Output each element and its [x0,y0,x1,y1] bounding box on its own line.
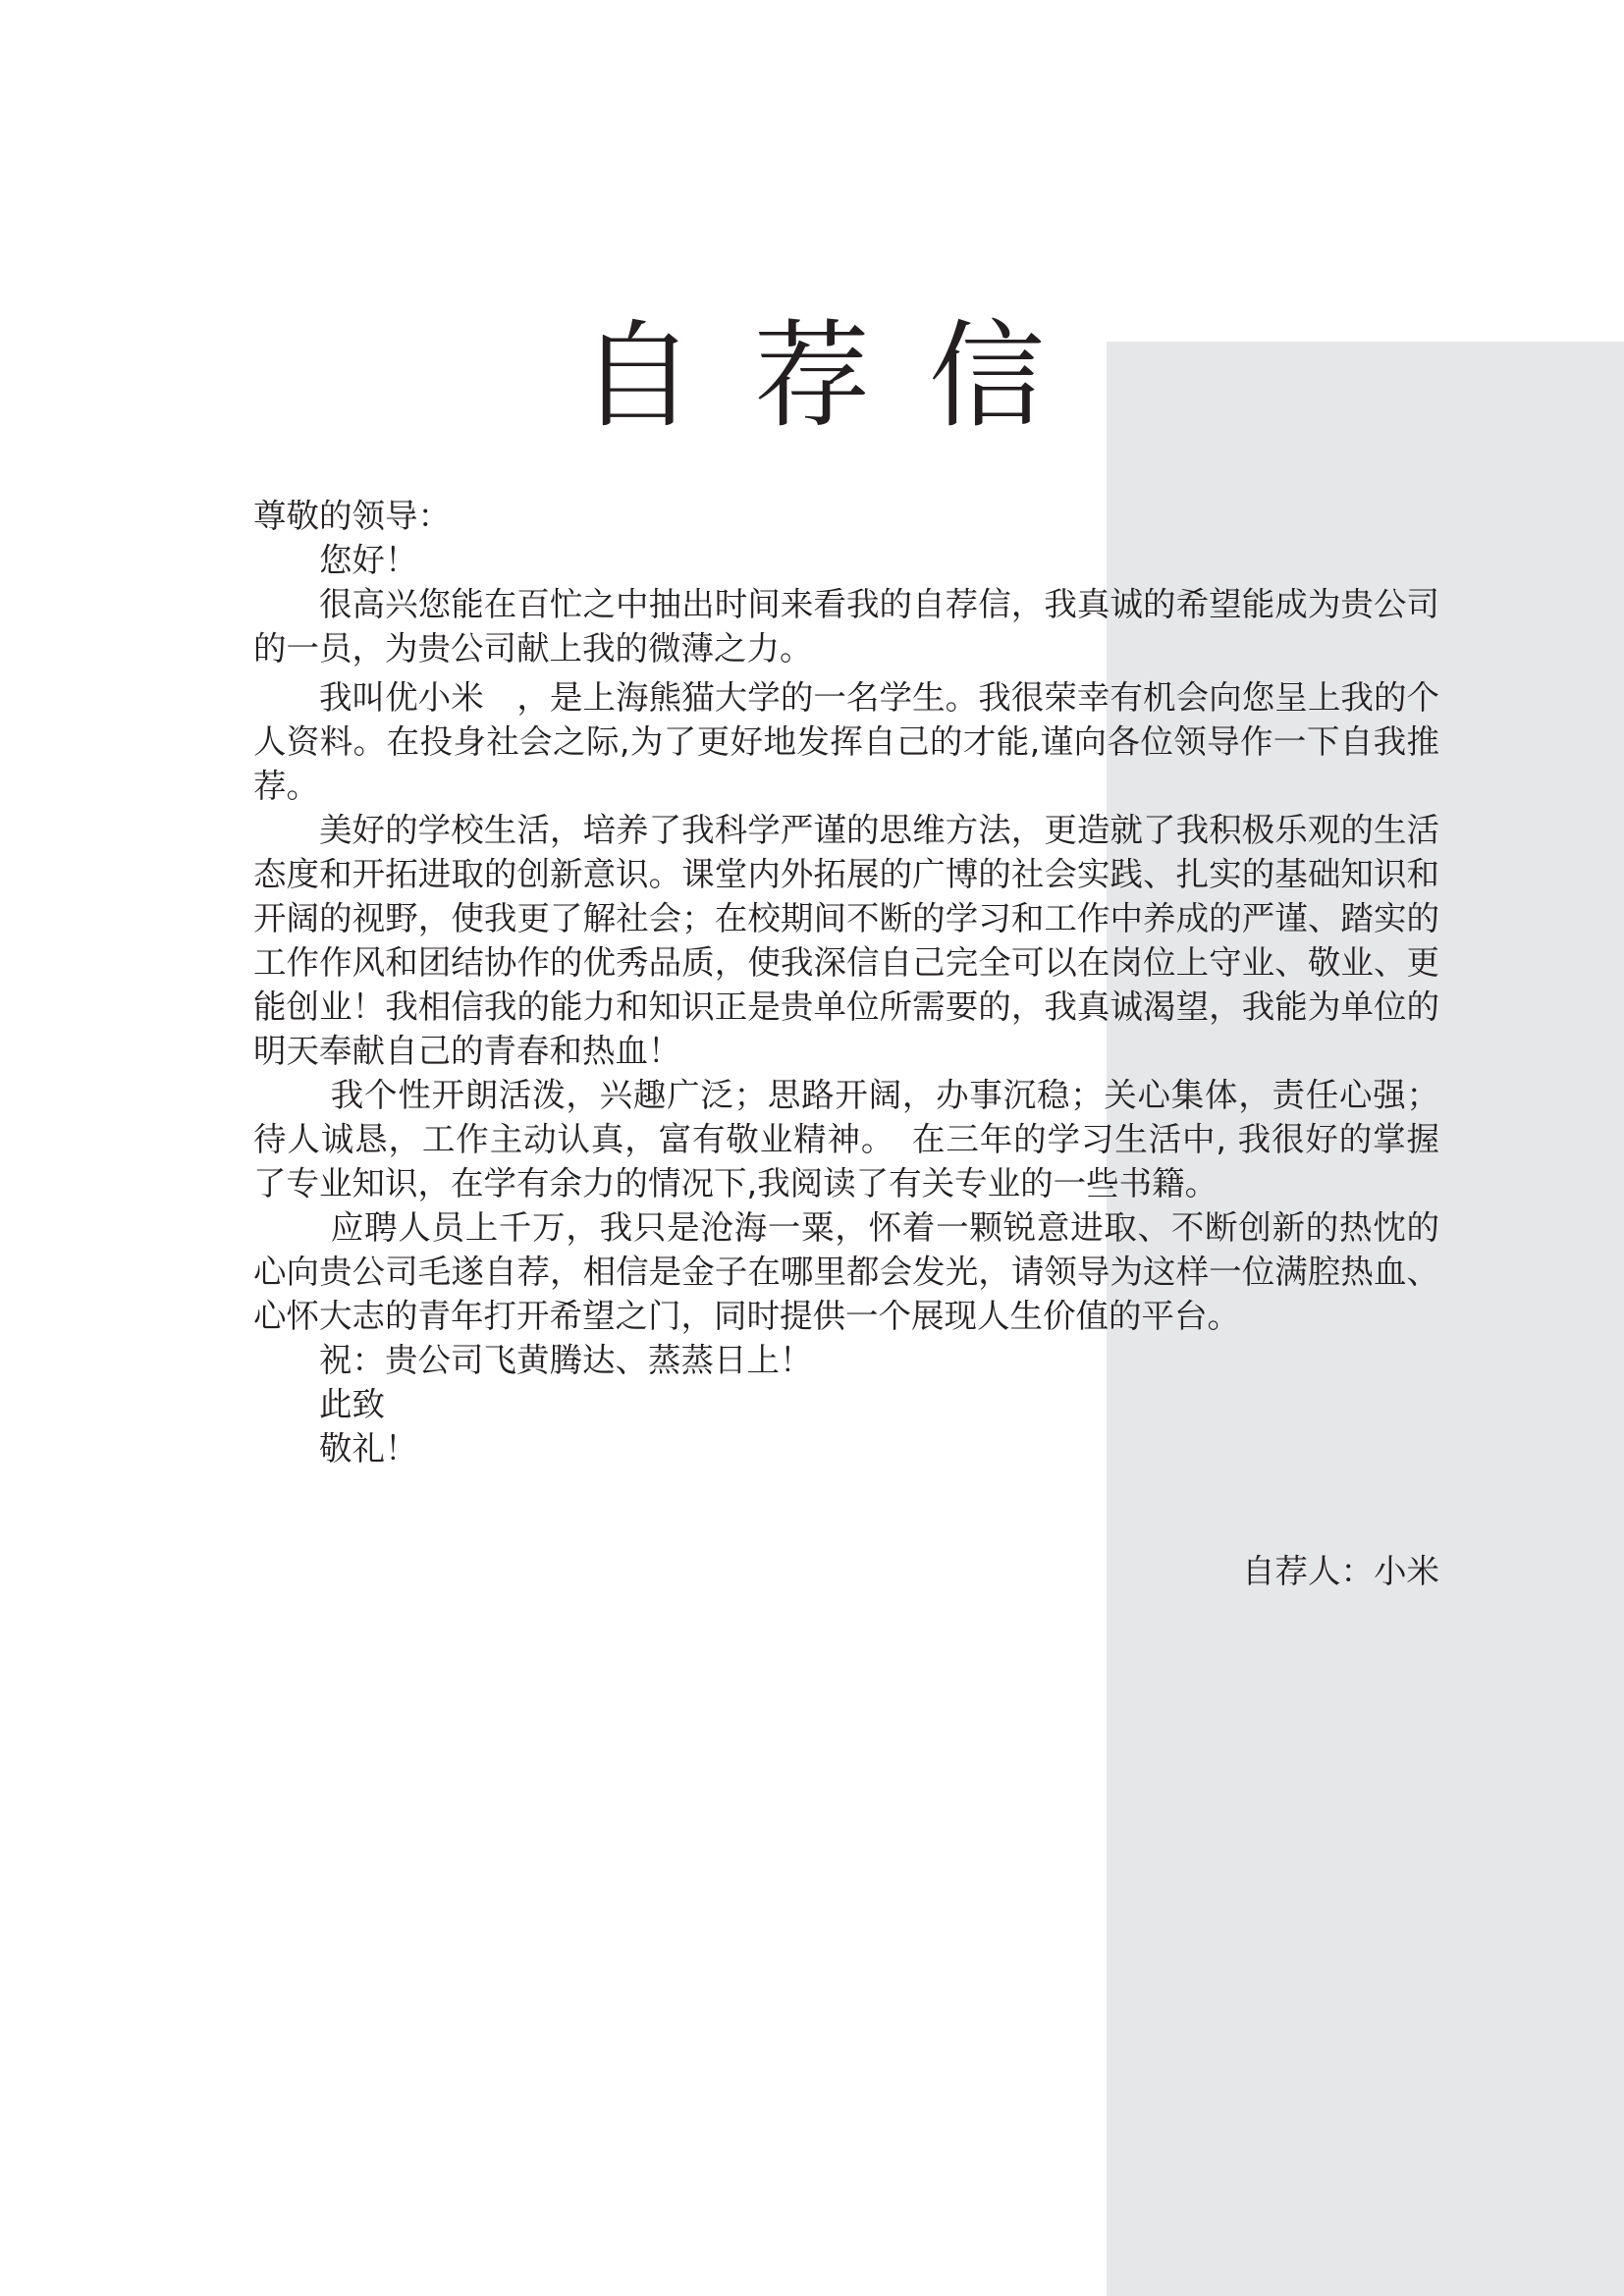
wish-line: 祝：贵公司飞黄腾达、蒸蒸日上！ [319,1341,813,1379]
page-title: 自荐信 [578,308,1104,444]
paragraph-application: 应聘人员上千万，我只是沧海一粟，怀着一颗锐意进取、不断创新的热忱的心向贵公司毛遂自荐，相信是金子在哪里都会发光，请领导为这样一位满腔热血、心怀大志的青年打开希望之门，同时提供一个展现人生价值的平台。 [253,1208,1439,1335]
paragraph-self-introduction: 我叫优小米 ，是上海熊猫大学的一名学生。我很荣幸有机会向您呈上我的个人资料。在投身社会之际,为了更好地发挥自己的才能,谨向各位领导作一下自我推荐。 [253,678,1439,805]
paragraph-school-life: 美好的学校生活，培养了我科学严谨的思维方法，更造就了我积极乐观的生活态度和开拓进取的创新意识。课堂内外拓展的广博的社会实践、扎实的基础知识和开阔的视野，使我更了解社会；在校期间不断的学习和工作中养成的严谨、踏实的工作作风和团结协作的优秀品质，使我深信自己完全可以在岗位上守业、敬业、更能创业！我相信我的能力和知识正是贵单位所需要的，我真诚渴望，我能为单位的明天奉献自己的青春和热血！ [253,811,1439,1070]
salutation: 尊敬的领导： [253,497,451,535]
closing-line-1: 此致 [319,1385,385,1423]
paragraph-personality: 我个性开朗活泼，兴趣广泛；思路开阔，办事沉稳；关心集体，责任心强；待人诚恳，工作主动认真，富有敬业精神。 在三年的学习生活中, 我很好的掌握了专业知识，在学有余力的情况下,我阅读了有关专业的一些书籍。 [253,1076,1439,1202]
letter-body [253,494,1439,1470]
signature: 自荐人：小米 [1242,1552,1439,1590]
greeting: 您好！ [319,541,418,579]
closing-line-2: 敬礼！ [319,1429,418,1468]
paragraph-intro: 很高兴您能在百忙之中抽出时间来看我的自荐信，我真诚的希望能成为贵公司的一员，为贵公司献上我的微薄之力。 [253,585,1439,667]
